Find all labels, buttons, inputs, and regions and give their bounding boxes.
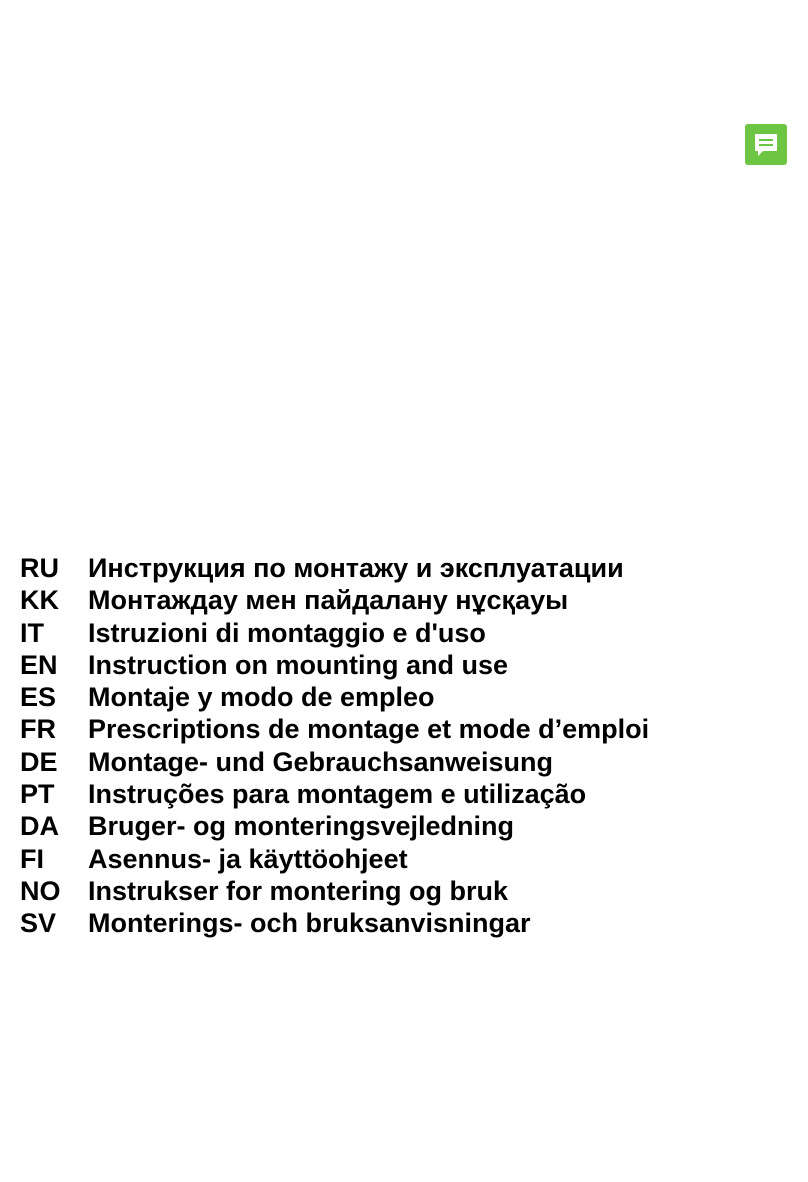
language-title: Монтаждау мен пайдалану нұсқауы [88, 585, 569, 616]
language-title: Montaje y modo de empleo [88, 682, 435, 713]
language-code: FI [20, 843, 44, 874]
language-code: RU [20, 553, 59, 583]
language-code: KK [20, 585, 59, 616]
list-item [20, 584, 649, 616]
comment-icon [745, 124, 787, 165]
language-code: IT [20, 617, 44, 648]
language-title: Инструкция по монтажу и эксплуатации [88, 553, 624, 583]
list-item [20, 617, 649, 649]
language-code: FR [20, 714, 56, 745]
language-list [20, 552, 649, 940]
list-item [20, 875, 649, 907]
list-item [20, 649, 649, 681]
list-item [20, 810, 649, 842]
list-item [20, 681, 649, 713]
list-item [20, 552, 649, 584]
language-code: NO [20, 875, 61, 906]
comment-button[interactable] [745, 124, 787, 165]
language-code: DE [20, 746, 58, 777]
list-item [20, 778, 649, 810]
list-item [20, 843, 649, 875]
language-code: ES [20, 682, 57, 713]
language-title: Asennus- ja käyttöohjeet [88, 843, 408, 874]
list-item [20, 713, 649, 745]
language-title: Instruções para montagem e utilização [88, 779, 587, 810]
language-title: Prescriptions de montage et mode d’emploi [88, 714, 650, 745]
language-code: EN [20, 649, 58, 680]
language-code: DA [20, 811, 59, 842]
language-title: Bruger- og monteringsvejledning [88, 811, 515, 842]
language-title: Istruzioni di montaggio e d'uso [88, 617, 486, 648]
language-title: Instrukser for montering og bruk [88, 875, 509, 906]
list-item [20, 907, 649, 939]
list-item [20, 746, 649, 778]
language-title: Montage- und Gebrauchsanweisung [88, 746, 554, 777]
language-title: Instruction on mounting and use [88, 649, 508, 680]
language-code: PT [20, 779, 55, 810]
language-code: SV [20, 908, 57, 939]
language-title: Monterings- och bruksanvisningar [88, 908, 531, 939]
